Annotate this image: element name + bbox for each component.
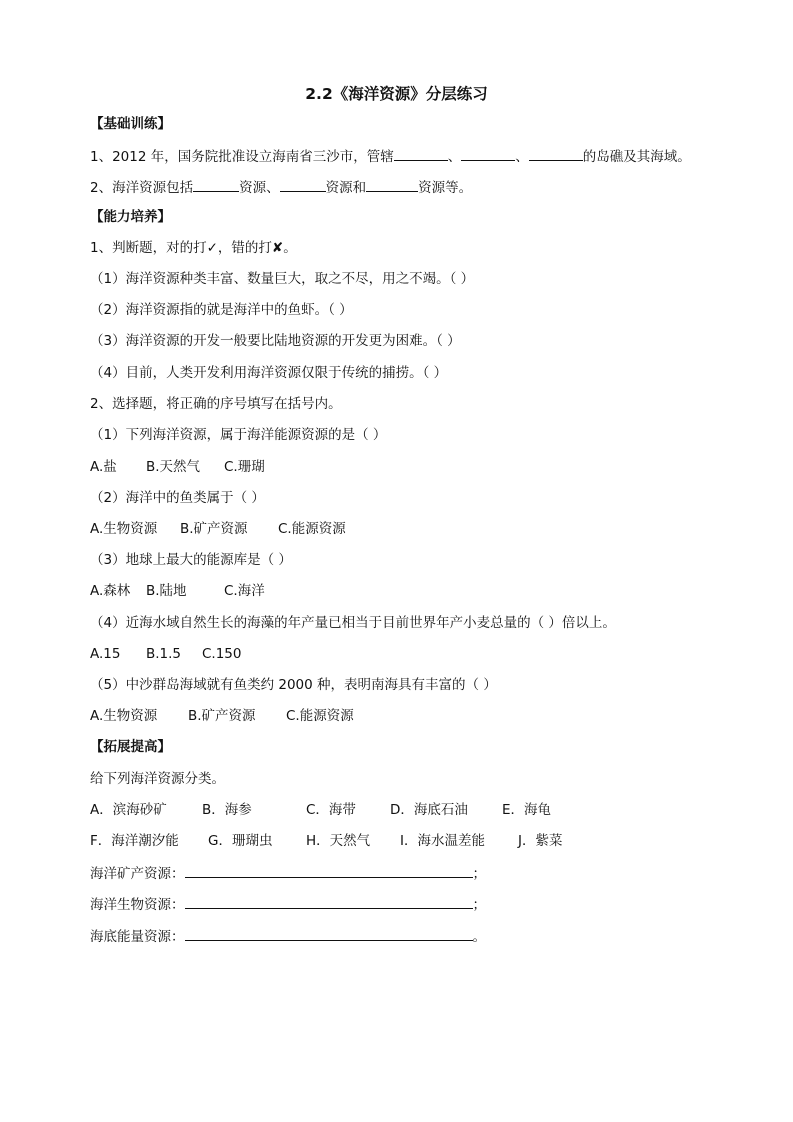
- choice-question-2: （2）海洋中的鱼类属于（ ）: [90, 490, 265, 506]
- option: A.15: [90, 646, 121, 662]
- classify-item: E．海龟: [502, 802, 552, 818]
- classify-item: C．海带: [306, 802, 356, 818]
- option: C.150: [202, 646, 242, 662]
- option: B.矿产资源: [180, 521, 248, 537]
- choice-options-4: [90, 645, 242, 663]
- page-title: 2.2《海洋资源》分层练习: [305, 85, 488, 103]
- option: A.生物资源: [90, 708, 158, 724]
- answer-end: ；: [472, 897, 486, 913]
- judge-prompt: 1、判断题，对的打✓，错的打✘。: [90, 240, 297, 256]
- section-heading-basic: 【基础训练】: [90, 116, 171, 132]
- answer-end: 。: [472, 929, 486, 945]
- classify-item: F．海洋潮汐能: [90, 833, 179, 849]
- q2-mid-2: 资源和: [325, 180, 367, 196]
- q1-sep-1: 、: [447, 149, 462, 165]
- option: A.森林: [90, 583, 131, 599]
- choice-options-2: [90, 520, 346, 538]
- answer-end: ；: [472, 866, 486, 882]
- q1-suffix: 的岛礁及其海域。: [582, 149, 691, 165]
- answer-label: 海底能量资源：: [90, 929, 185, 945]
- choice-question-3: （3）地球上最大的能源库是（ ）: [90, 552, 292, 568]
- option: C.珊瑚: [224, 459, 265, 475]
- q1-blank-2[interactable]: [461, 146, 515, 161]
- basic-question-2: [90, 177, 472, 197]
- classify-item: B．海参: [202, 802, 252, 818]
- q1-prefix: 1、2012 年，国务院批准设立海南省三沙市，管辖: [90, 149, 394, 165]
- choice-question-5: （5）中沙群岛海域就有鱼类约 2000 种，表明南海具有丰富的（ ）: [90, 677, 497, 693]
- judge-item-2: （2）海洋资源指的就是海洋中的鱼虾。（ ）: [90, 302, 353, 318]
- answer-line-biological: [90, 894, 486, 914]
- choice-prompt: 2、选择题，将正确的序号填写在括号内。: [90, 396, 342, 412]
- q1-sep-2: 、: [515, 149, 529, 165]
- option: B.陆地: [146, 583, 187, 599]
- section-heading-extend: 【拓展提高】: [90, 739, 171, 755]
- classify-item: H．天然气: [306, 833, 371, 849]
- q2-suffix: 资源等。: [418, 180, 473, 196]
- classify-item: I．海水温差能: [400, 833, 485, 849]
- q2-blank-3[interactable]: [366, 177, 418, 192]
- choice-options-3: [90, 582, 265, 600]
- judge-item-3: （3）海洋资源的开发一般要比陆地资源的开发更为困难。（ ）: [90, 333, 461, 349]
- option: B.矿产资源: [188, 708, 256, 724]
- classify-item: A．滨海砂矿: [90, 802, 167, 818]
- extend-prompt: 给下列海洋资源分类。: [90, 771, 225, 787]
- option: A.生物资源: [90, 521, 158, 537]
- option: C.能源资源: [278, 521, 346, 537]
- choice-options-5: [90, 707, 354, 725]
- answer-blank-mineral[interactable]: [185, 863, 473, 878]
- q2-blank-2[interactable]: [280, 177, 326, 192]
- q2-mid-1: 资源、: [239, 180, 280, 196]
- judge-item-1: （1）海洋资源种类丰富、数量巨大，取之不尽，用之不竭。（ ）: [90, 271, 475, 287]
- judge-item-4: （4）目前，人类开发利用海洋资源仅限于传统的捕捞。（ ）: [90, 365, 448, 381]
- q1-blank-1[interactable]: [394, 146, 448, 161]
- classify-row-2: [90, 832, 562, 850]
- choice-question-1: （1）下列海洋资源，属于海洋能源资源的是（ ）: [90, 427, 387, 443]
- option: C.海洋: [224, 583, 265, 599]
- classify-item: D．海底石油: [390, 802, 468, 818]
- answer-line-energy: [90, 926, 486, 946]
- q2-prefix: 2、海洋资源包括: [90, 180, 194, 196]
- answer-line-mineral: [90, 863, 486, 883]
- option: B.天然气: [146, 459, 201, 475]
- basic-question-1: [90, 146, 691, 166]
- answer-label: 海洋矿产资源：: [90, 866, 185, 882]
- option: B.1.5: [146, 646, 182, 662]
- classify-item: G．珊瑚虫: [208, 833, 273, 849]
- classify-item: J．紫菜: [518, 833, 563, 849]
- option: C.能源资源: [286, 708, 354, 724]
- choice-question-4: （4）近海水域自然生长的海藻的年产量已相当于目前世界年产小麦总量的（ ）倍以上。: [90, 615, 616, 631]
- section-heading-ability: 【能力培养】: [90, 209, 171, 225]
- option: A.盐: [90, 459, 117, 475]
- q2-blank-1[interactable]: [193, 177, 239, 192]
- classify-row-1: [90, 801, 551, 819]
- answer-blank-biological[interactable]: [185, 894, 473, 909]
- answer-blank-energy[interactable]: [185, 926, 473, 941]
- choice-options-1: [90, 458, 265, 476]
- answer-label: 海洋生物资源：: [90, 897, 185, 913]
- q1-blank-3[interactable]: [529, 146, 583, 161]
